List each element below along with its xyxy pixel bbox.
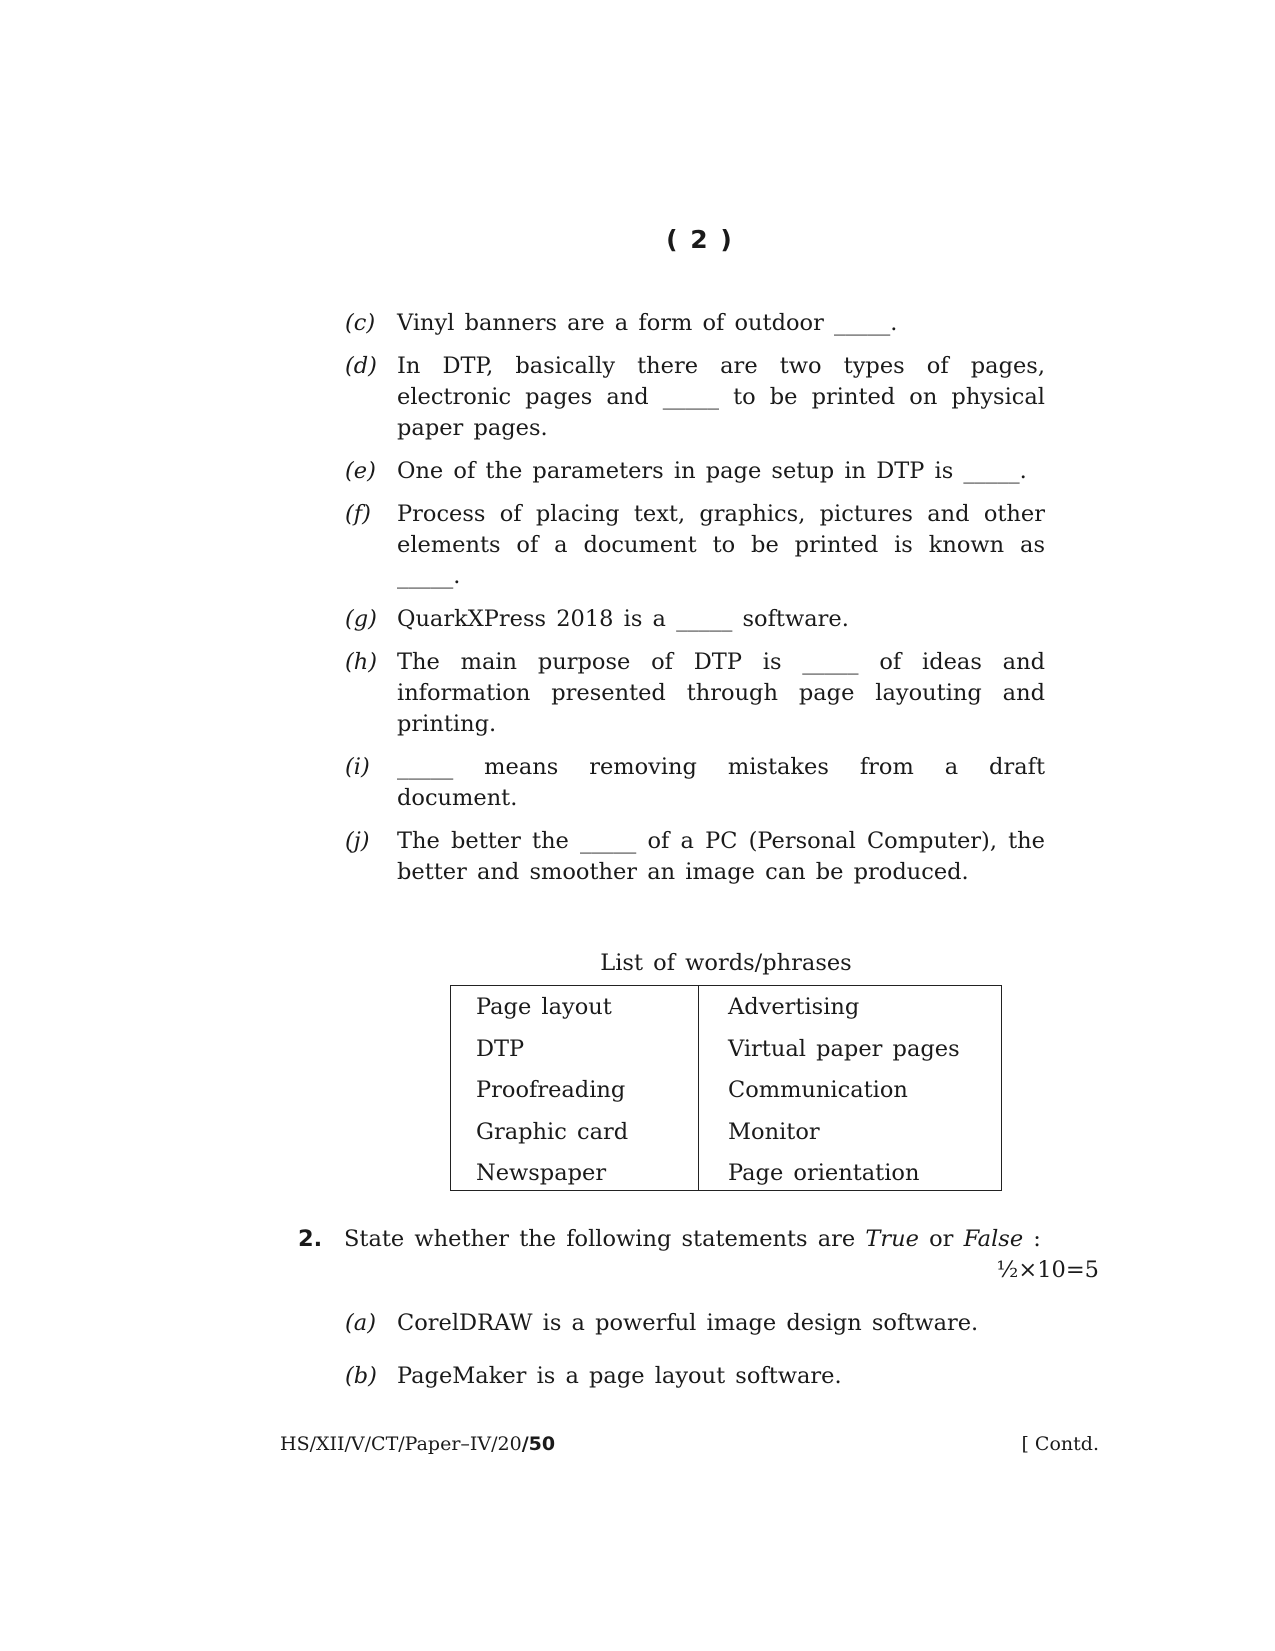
- question-item-e: [345, 456, 1045, 487]
- question-2-stem: [298, 1224, 1098, 1255]
- colon: :: [1023, 1226, 1041, 1252]
- item-label: (b): [345, 1363, 377, 1389]
- question-item-d: [345, 351, 1045, 444]
- question-item-h: [345, 647, 1045, 740]
- item-label: (j): [345, 828, 370, 854]
- page-number: ( 2 ): [666, 225, 734, 254]
- question-2-items: [345, 1308, 1045, 1414]
- paper-code: [280, 1433, 555, 1455]
- item-label: (h): [345, 649, 378, 675]
- item-text: One of the parameters in page setup in DTP is _____.: [397, 458, 1027, 484]
- question-item-c: [345, 308, 1045, 339]
- marks-allocation: ½×10=5: [996, 1257, 1099, 1283]
- item-text: QuarkXPress 2018 is a _____ software.: [397, 606, 849, 632]
- question-1-items: [345, 308, 1045, 900]
- false-word: False: [963, 1226, 1024, 1252]
- word-list-cell: DTP: [476, 1035, 525, 1062]
- item-text: Vinyl banners are a form of outdoor _____.: [397, 310, 898, 336]
- question-number: 2.: [298, 1226, 323, 1252]
- word-list-right-column: [699, 986, 1001, 1190]
- paper-code-prefix: HS/XII/V/CT/Paper–IV/20: [280, 1433, 522, 1455]
- question-item-a: [345, 1308, 1045, 1339]
- item-label: (e): [345, 458, 376, 484]
- item-text: CorelDRAW is a powerful image design software.: [397, 1310, 979, 1336]
- item-text: The better the _____ of a PC (Personal Computer), the better and smoother an image can be produced.: [397, 828, 1045, 885]
- item-label: (d): [345, 353, 377, 379]
- item-label: (c): [345, 310, 376, 336]
- word-list-cell: Graphic card: [476, 1118, 629, 1145]
- word-list-cell: Proofreading: [476, 1077, 626, 1103]
- item-text: PageMaker is a page layout software.: [397, 1363, 842, 1389]
- question-item-f: [345, 499, 1045, 592]
- or-word: or: [918, 1226, 964, 1252]
- word-list-cell: Communication: [728, 1077, 908, 1103]
- item-text: Process of placing text, graphics, pictures and other elements of a document to be printed is known as _____.: [397, 501, 1045, 589]
- item-label: (a): [345, 1310, 376, 1336]
- word-list-cell: Monitor: [728, 1118, 820, 1145]
- stem-text: State whether the following statements are: [344, 1226, 866, 1252]
- item-text: In DTP, basically there are two types of pages, electronic pages and _____ to be printed on physical paper pages.: [397, 353, 1045, 441]
- word-list-table: [450, 985, 1002, 1191]
- word-list-cell: Page layout: [476, 994, 612, 1020]
- question-item-i: [345, 752, 1045, 814]
- question-2: [298, 1224, 1098, 1255]
- item-label: (i): [345, 754, 370, 780]
- question-item-b: [345, 1361, 1045, 1392]
- question-2-text: [344, 1224, 1044, 1255]
- item-label: (g): [345, 606, 377, 632]
- continued-note: [ Contd.: [1021, 1433, 1099, 1455]
- word-list-cell: Page orientation: [728, 1160, 920, 1186]
- true-word: True: [865, 1226, 919, 1252]
- item-text: The main purpose of DTP is _____ of ideas and information presented through page layouting and printing.: [397, 649, 1045, 737]
- word-list-cell: Newspaper: [476, 1160, 607, 1186]
- word-list-caption: List of words/phrases: [600, 950, 852, 976]
- paper-code-suffix: /50: [521, 1433, 556, 1455]
- item-text: _____ means removing mistakes from a draft document.: [397, 754, 1045, 811]
- word-list-cell: Advertising: [728, 994, 860, 1020]
- question-item-g: [345, 604, 1045, 635]
- item-label: (f): [345, 501, 371, 527]
- word-list-left-column: [451, 986, 699, 1190]
- word-list-cell: Virtual paper pages: [728, 1035, 960, 1062]
- question-item-j: [345, 826, 1045, 888]
